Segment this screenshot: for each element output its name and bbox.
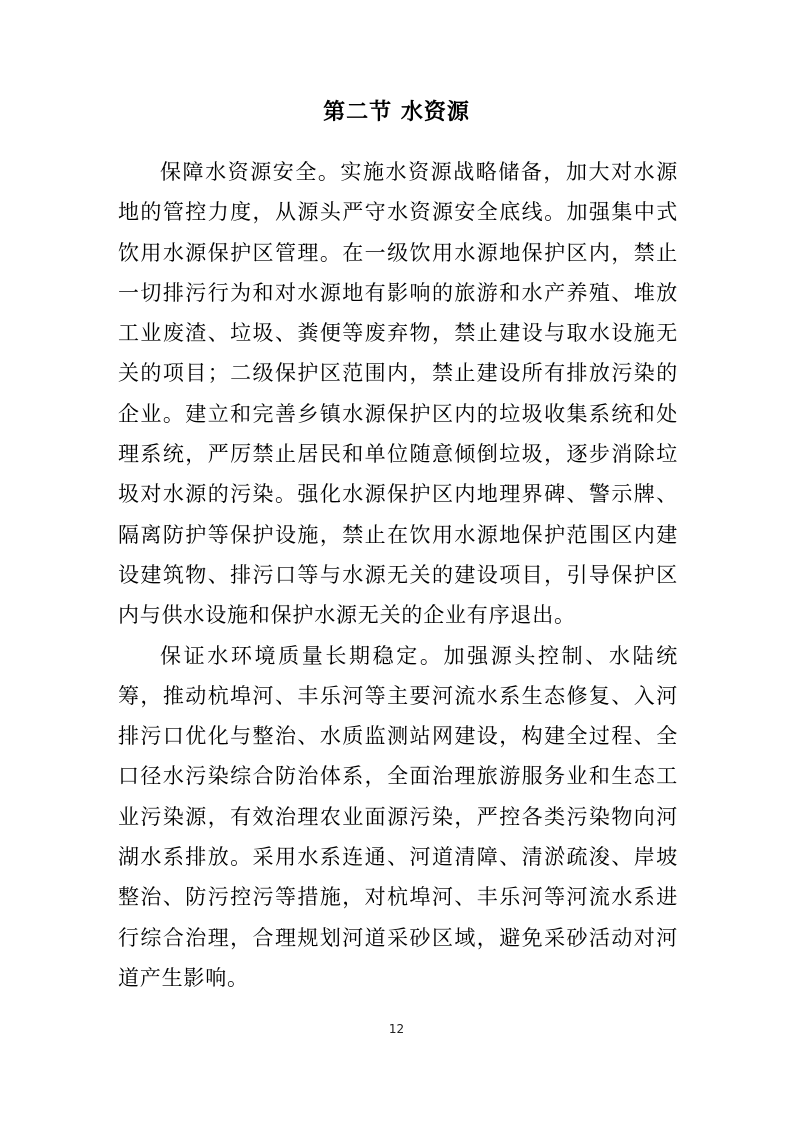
paragraph-water-environment-quality: 保证水环境质量长期稳定。加强源头控制、水陆统筹，推动杭埠河、丰乐河等主要河流水系生态修复、入河排污口优化与整治、水质监测站网建设，构建全过程、全口径水污染综合防治体系，全面治理旅游服务业和生态工业污染源，有效治理农业面源污染，严控各类污染物向河湖水系排放。采用水系连通、河道清障、清淤疏浚、岸坡整治、防污控污等措施，对杭埠河、丰乐河等河流水系进行综合治理，合理规划河道采砂区域，避免采砂活动对河道产生影响。 [118, 643, 678, 990]
section-title: 第二节 水资源 [323, 100, 470, 125]
paragraph-water-resource-security: 保障水资源安全。实施水资源战略储备，加大对水源地的管控力度，从源头严守水资源安全底线。加强集中式饮用水源保护区管理。在一级饮用水源地保护区内，禁止一切排污行为和对水源地有影响的旅游和水产养殖、堆放工业废渣、垃圾、粪便等废弃物，禁止建设与取水设施无关的项目；二级保护区范围内，禁止建设所有排放污染的企业。建立和完善乡镇水源保护区内的垃圾收集系统和处理系统，严厉禁止居民和单位随意倾倒垃圾，逐步消除垃圾对水源的污染。强化水源保护区内地理界碑、警示牌、隔离防护等保护设施，禁止在饮用水源地保护范围区内建设建筑物、排污口等与水源无关的建设项目，引导保护区内与供水设施和保护水源无关的企业有序退出。 [118, 160, 678, 628]
page-number: 12 [388, 1022, 405, 1036]
body-text [118, 152, 678, 998]
